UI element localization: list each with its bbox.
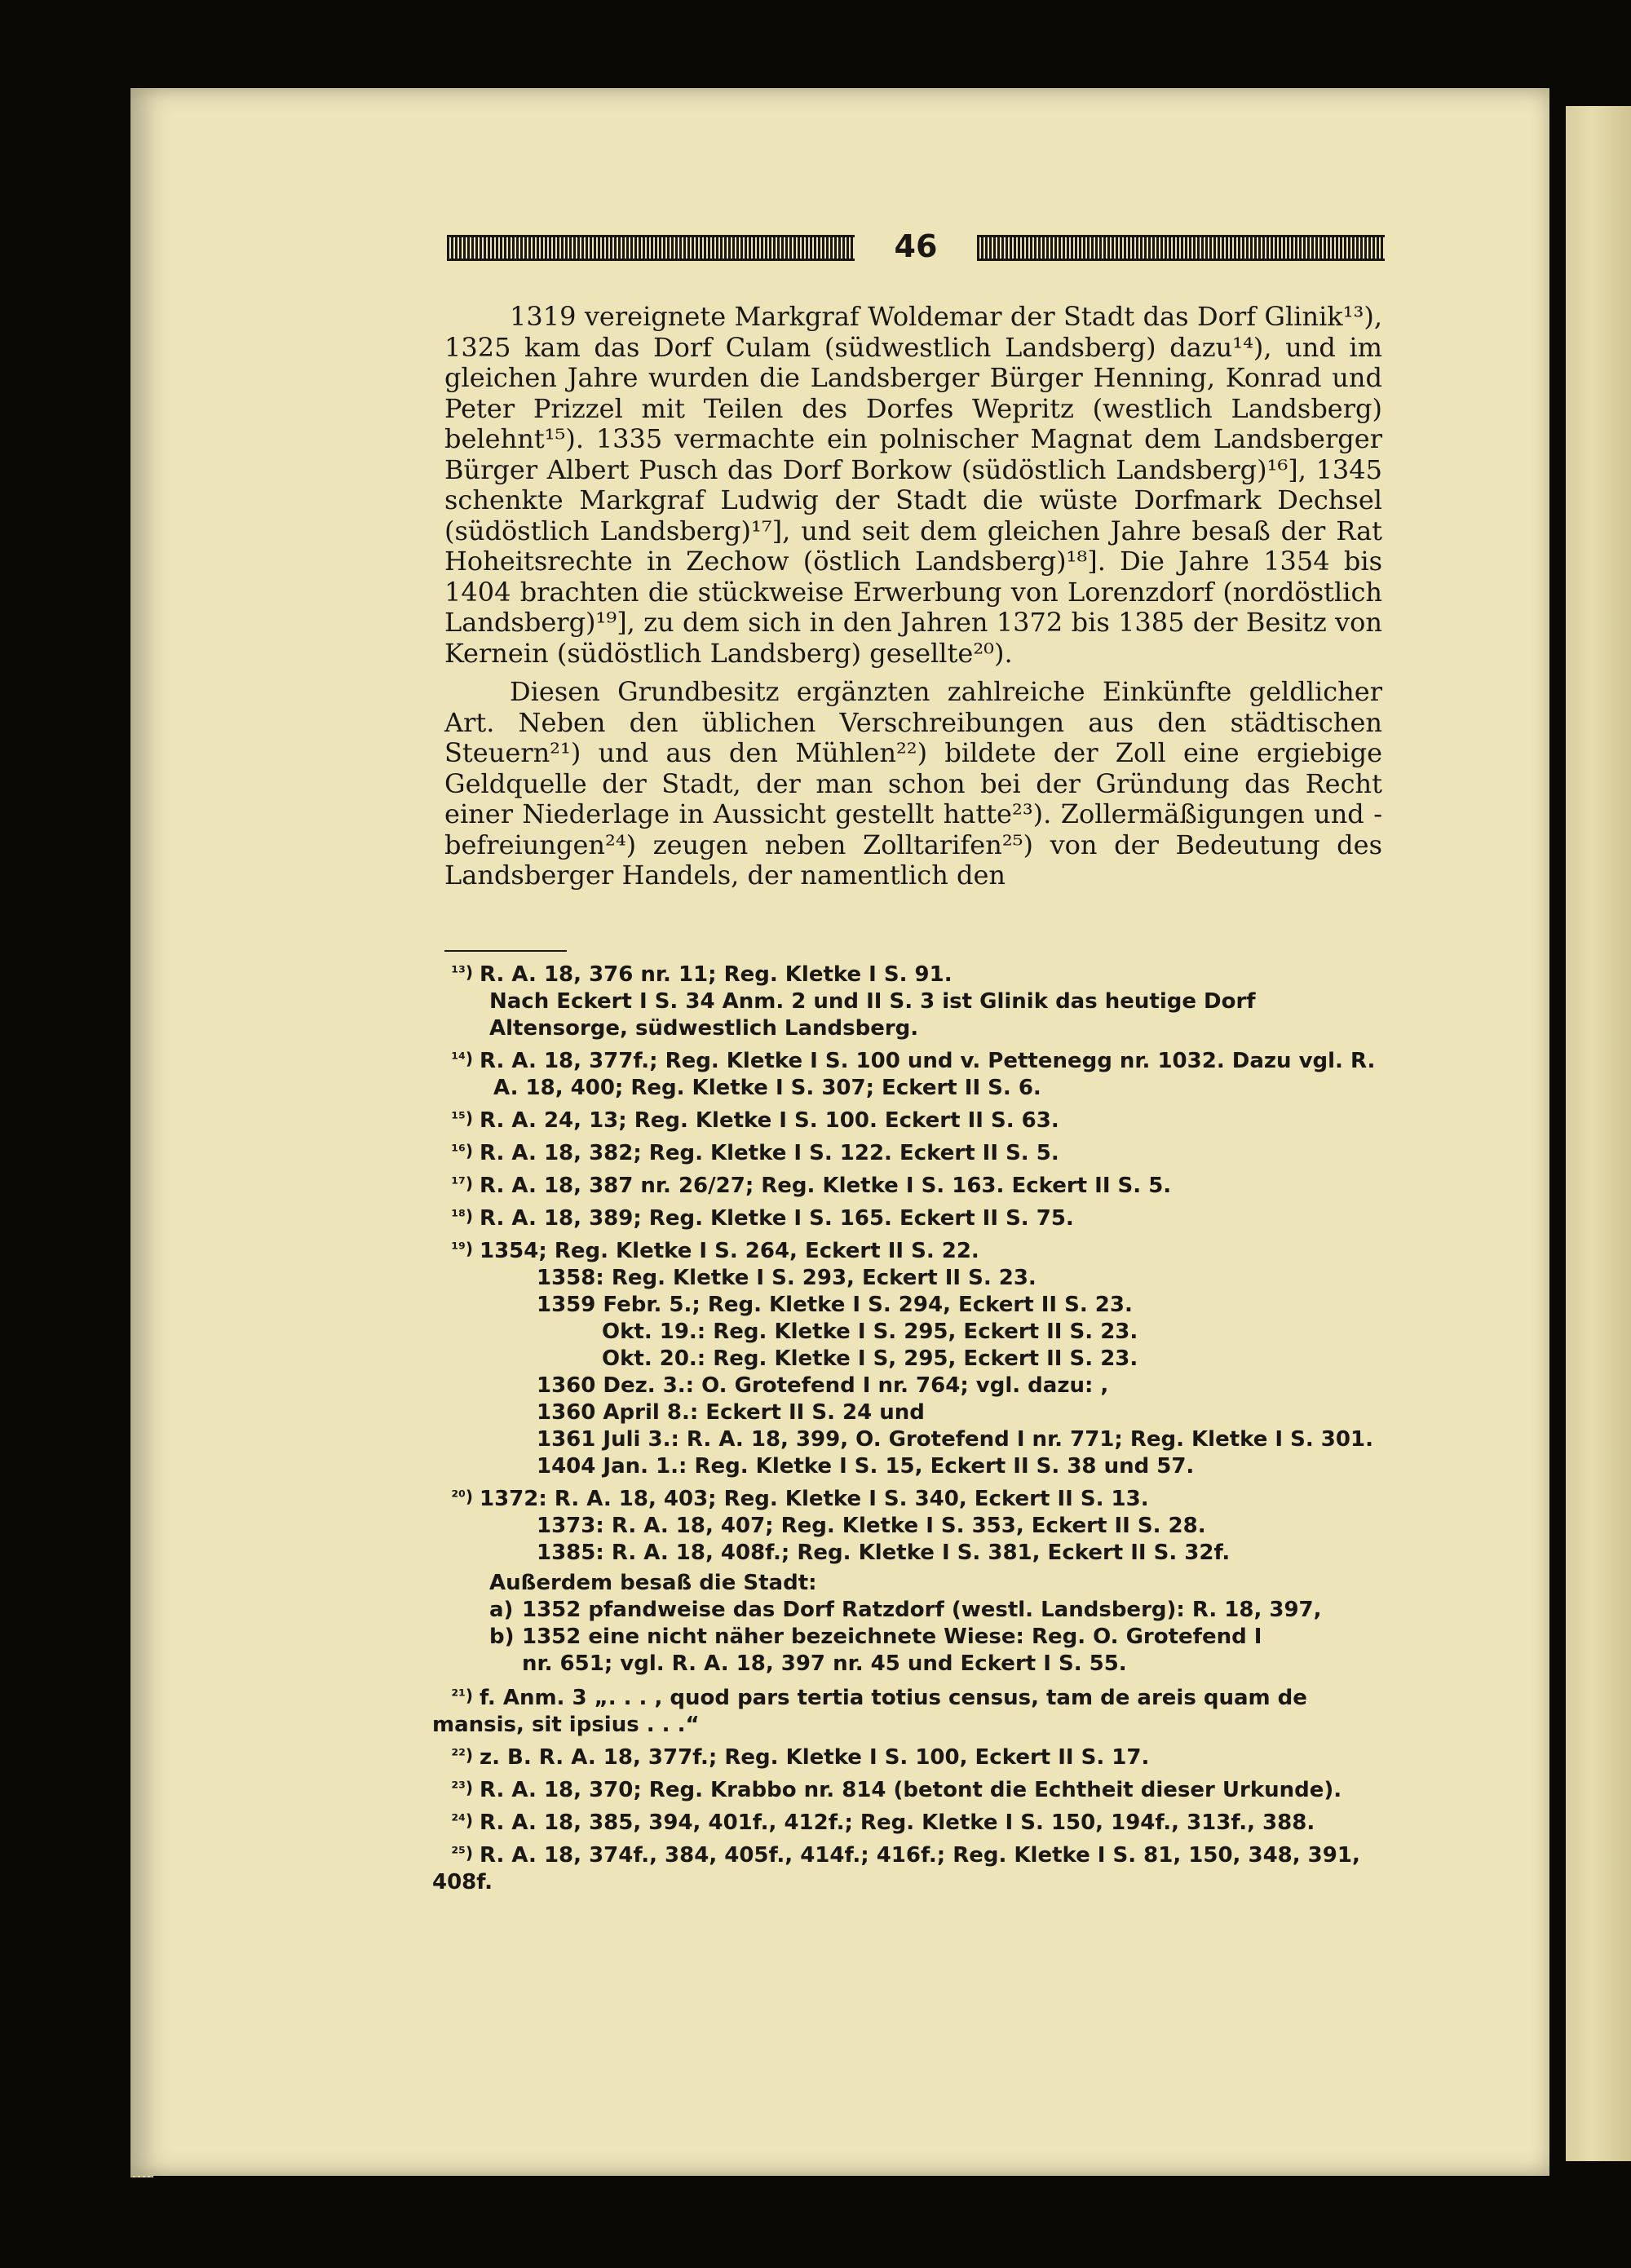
header-rule-left — [447, 235, 855, 261]
footnote-21 — [432, 1682, 1382, 1739]
footnotes — [432, 956, 1382, 1896]
footnote-24 — [432, 1807, 1382, 1837]
footnote-19-line: Okt. 20.: Reg. Kletke I S, 295, Eckert II S. 23. — [602, 1346, 1138, 1371]
footnote-number: ¹⁷) — [451, 1174, 473, 1193]
footnote-18 — [432, 1203, 1382, 1232]
footnote-25 — [432, 1840, 1382, 1896]
footnote-20 — [432, 1483, 1382, 1513]
footnote-number: ¹⁶) — [451, 1141, 473, 1161]
footnote-number: ²⁰) — [451, 1487, 473, 1506]
footnote-number: ¹³) — [451, 962, 473, 982]
footnote-text: 1372: R. A. 18, 403; Reg. Kletke I S. 340, Eckert II S. 13. — [480, 1487, 1149, 1511]
footnote-22 — [432, 1742, 1382, 1771]
footnote-text: R. A. 18, 377f.; Reg. Kletke I S. 100 und v. Pettenegg nr. 1032. Dazu vgl. R. A. 18, 400; Reg. Kletke I S. 307; Eckert II S. 6. — [480, 1049, 1376, 1100]
footnote-number: ²¹) — [451, 1686, 473, 1705]
footnote-text: 1354; Reg. Kletke I S. 264, Eckert II S. 22. — [480, 1239, 979, 1263]
footnote-20-line: 1373: R. A. 18, 407; Reg. Kletke I S. 353, Eckert II S. 28. — [537, 1514, 1206, 1538]
footnote-text: z. B. R. A. 18, 377f.; Reg. Kletke I S. 100, Eckert II S. 17. — [480, 1745, 1150, 1770]
item-label: a) — [489, 1598, 514, 1622]
page-header — [447, 228, 1385, 264]
footnote-15 — [432, 1105, 1382, 1134]
footnote-number: ¹⁸) — [451, 1206, 473, 1226]
footnote-text: R. A. 18, 387 nr. 26/27; Reg. Kletke I S. 163. Eckert II S. 5. — [480, 1174, 1172, 1198]
footnote-number: ¹⁹) — [451, 1239, 473, 1258]
footnote-text: R. A. 24, 13; Reg. Kletke I S. 100. Eckert II S. 63. — [480, 1108, 1059, 1133]
footnote-20-extra: Außerdem besaß die Stadt: — [489, 1571, 817, 1595]
footnote-text: R. A. 18, 370; Reg. Krabbo nr. 814 (betont die Echtheit dieser Urkunde). — [480, 1778, 1342, 1802]
footnote-14 — [432, 1046, 1382, 1102]
page-edge — [1566, 106, 1631, 2161]
footnote-19 — [432, 1236, 1382, 1265]
footnote-17 — [432, 1170, 1382, 1200]
footnote-text: R. A. 18, 374f., 384, 405f., 414f.; 416f.; Reg. Kletke I S. 81, 150, 348, 391, 408f. — [432, 1843, 1360, 1894]
footnote-19-line: Okt. 19.: Reg. Kletke I S. 295, Eckert II S. 23. — [602, 1320, 1138, 1344]
footnote-number: ¹⁴) — [451, 1049, 473, 1068]
footnote-number: ²⁴) — [451, 1810, 473, 1830]
footnote-text: R. A. 18, 376 nr. 11; Reg. Kletke I S. 91. — [480, 962, 953, 987]
footnote-20-item-a — [432, 1597, 1382, 1624]
footnote-20-item-b — [432, 1624, 1382, 1651]
footnote-19-line: 1361 Juli 3.: R. A. 18, 399, O. Grotefend I nr. 771; Reg. Kletke I S. 301. — [537, 1427, 1373, 1452]
footnote-number: ²⁵) — [451, 1843, 473, 1863]
footnote-text: R. A. 18, 385, 394, 401f., 412f.; Reg. Kletke I S. 150, 194f., 313f., 388. — [480, 1810, 1315, 1835]
footnote-text: R. A. 18, 382; Reg. Kletke I S. 122. Eckert II S. 5. — [480, 1141, 1059, 1165]
footnote-text: R. A. 18, 389; Reg. Kletke I S. 165. Eckert II S. 75. — [480, 1206, 1074, 1231]
footnote-13-continuation: Nach Eckert I S. 34 Anm. 2 und II S. 3 ist Glinik das heutige Dorf Altensorge, südwestlich Landsberg. — [489, 989, 1256, 1041]
footnote-20-line: 1385: R. A. 18, 408f.; Reg. Kletke I S. 381, Eckert II S. 32f. — [537, 1541, 1231, 1565]
footnote-13 — [432, 959, 1382, 988]
item-label: b) — [489, 1625, 515, 1649]
footnote-19-line: 1359 Febr. 5.; Reg. Kletke I S. 294, Eckert II S. 23. — [537, 1293, 1133, 1317]
item-text: 1352 eine nicht näher bezeichnete Wiese: Reg. O. Grotefend I — [522, 1625, 1262, 1649]
page-number: 46 — [894, 228, 938, 264]
footnote-19-line: 1358: Reg. Kletke I S. 293, Eckert II S. 23. — [537, 1266, 1037, 1290]
paragraph-2: Diesen Grundbesitz ergänzten zahlreiche Einkünfte geldlicher Art. Neben den üblichen Verschreibungen aus den städtischen Steuern²¹) und aus den Mühlen²²) bildete der Zoll eine ergiebige Geldquelle der Stadt, der man schon bei der Gründung das Recht einer Niederlage in Aussicht gestellt hatte²³). Zollermäßigungen und -befreiungen²⁴) zeugen neben Zolltarifen²⁵) von der Bedeutung des Landsberger Handels, der namentlich den — [444, 676, 1382, 891]
paragraph-1: 1319 vereignete Markgraf Woldemar der Stadt das Dorf Glinik¹³), 1325 kam das Dorf Culam (südwestlich Landsberg) dazu¹⁴), und im gleichen Jahre wurden die Landsberger Bürger Henning, Konrad und Peter Prizzel mit Teilen des Dorfes Wepritz (westlich Landsberg) belehnt¹⁵). 1335 vermachte ein polnischer Magnat dem Landsberger Bürger Albert Pusch das Dorf Borkow (südöstlich Landsberg)¹⁶], 1345 schenkte Markgraf Ludwig der Stadt die wüste Dorfmark Dechsel (südöstlich Landsberg)¹⁷], und seit dem gleichen Jahre besaß der Rat Hoheitsrechte in Zechow (östlich Landsberg)¹⁸]. Die Jahre 1354 bis 1404 brachten die stückweise Erwerbung von Lorenzdorf (nordöstlich Landsberg)¹⁹], zu dem sich in den Jahren 1372 bis 1385 der Besitz von Kernein (südöstlich Landsberg) gesellte²⁰). — [444, 301, 1382, 669]
header-rule-right — [977, 235, 1385, 261]
main-text — [444, 302, 1382, 891]
footnote-text: f. Anm. 3 „. . . , quod pars tertia totius census, tam de areis quam de mansis, sit ipsius . . .“ — [432, 1686, 1307, 1737]
footnote-number: ²³) — [451, 1778, 473, 1797]
item-text: 1352 pfandweise das Dorf Ratzdorf (westl. Landsberg): R. 18, 397, — [522, 1598, 1322, 1622]
footnote-23 — [432, 1775, 1382, 1804]
footnote-19-line: 1404 Jan. 1.: Reg. Kletke I S. 15, Eckert II S. 38 und 57. — [537, 1454, 1195, 1479]
footnote-16 — [432, 1138, 1382, 1167]
footnote-number: ²²) — [451, 1745, 473, 1765]
footnote-divider — [444, 950, 567, 952]
footnote-19-line: 1360 Dez. 3.: O. Grotefend I nr. 764; vgl. dazu: , — [537, 1373, 1109, 1398]
footnote-20-item-b-continuation: nr. 651; vgl. R. A. 18, 397 nr. 45 und Eckert I S. 55. — [522, 1651, 1127, 1676]
footnote-number: ¹⁵) — [451, 1108, 473, 1128]
footnote-19-line: 1360 April 8.: Eckert II S. 24 und — [537, 1400, 925, 1425]
